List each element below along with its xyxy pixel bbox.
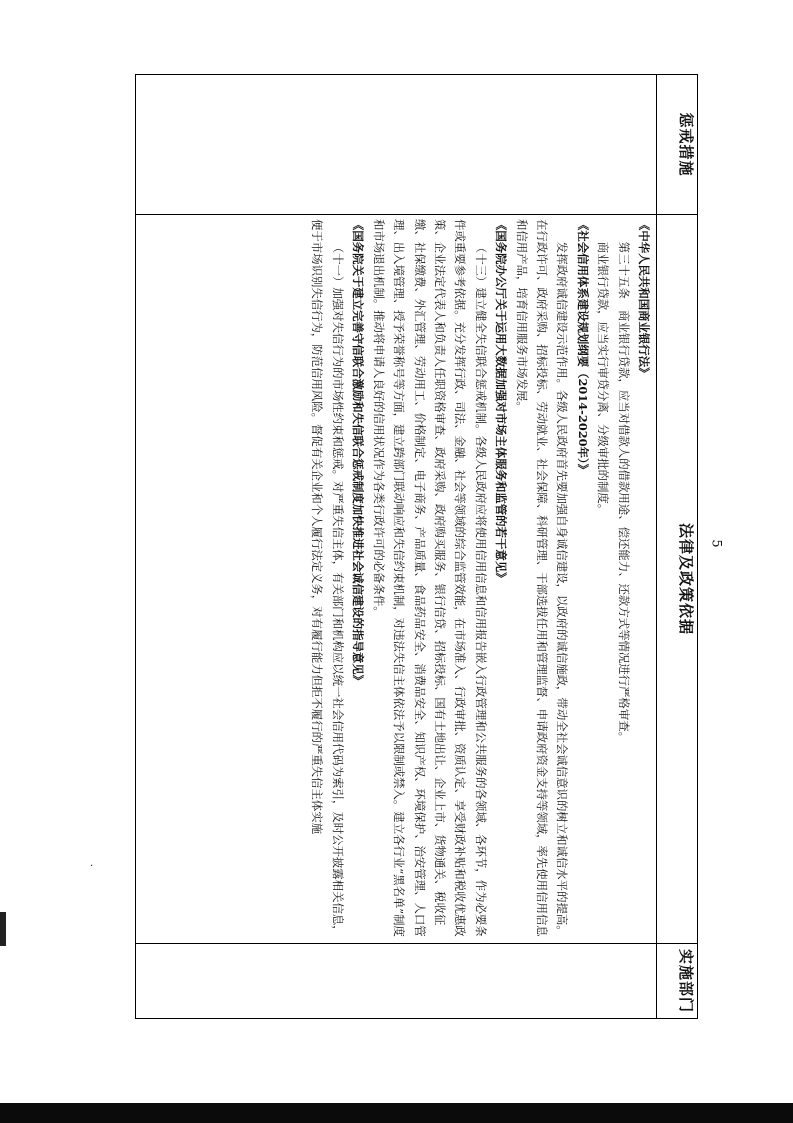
basis-content bbox=[307, 215, 656, 943]
scan-bottom-border bbox=[0, 1103, 793, 1123]
law-paragraph: 第三十五条 商业银行贷款，应当对借款人的借款用途、偿还能力、还款方式等情况进行严格审查。 bbox=[616, 241, 631, 743]
law-title: 《社会信用体系建设规划纲要（2014-2020年）》 bbox=[575, 219, 590, 476]
law-title: 《国务院办公厅关于运用大数据加强对市场主体服务和监管的若干意见》 bbox=[494, 219, 509, 584]
law-title: 《国务院关于建立完善守信联合激励和失信联合惩戒制度加快推进社会诚信建设的指导意见》 bbox=[351, 219, 366, 687]
table-body-row bbox=[136, 75, 657, 1019]
measure-cell bbox=[136, 75, 657, 215]
law-paragraph: （十三）建立健全失信联合惩戒机制。各级人民政府应将使用信用信息和信用报告嵌入行政管理和公共服务的各领域、各环节，作为必要条件或重要参考依据。充分发挥行政、司法、金融、社会等领域的综合监管效能，在市场准入、行政审批、资质认定、享受财政补贴和税收优惠政策、企业法定代表人和负责人任职资格审查、政府采购、政府购买服务、银行信贷、招标投标、国有土地出让、企业上市、货物通关、税收征缴、社保缴费、外汇管理、劳动用工、价格制定、电子商务、产品质量、食品药品安全、消费品安全、知识产权、环境保护、治安管理、人口管理、出入境管理、授予荣誉称号等方面，建立跨部门联动响应和失信约束机制，对违法失信主体依法予以限制或禁入。建立各行业“黑名单”制度和市场退出机制。推动将申请人良好的信用状况作为各类行政许可的必备条件。 bbox=[371, 219, 488, 937]
law-paragraph: 商业银行贷款，应当实行审贷分离、分级审批的制度。 bbox=[596, 241, 611, 516]
header-department: 实施部门 bbox=[657, 944, 698, 1019]
basis-cell bbox=[136, 215, 657, 944]
policy-table bbox=[135, 74, 698, 1019]
law-paragraph: （十一）加强对失信行为的市场性约束和惩戒。对严重失信主体，有关部门和机构应以统一社会信用代码为索引，及时公开披露相关信息，便于市场识别失信行为，防范信用风险。督促有关企业和个人履行法定义务，对有履行能力但拒不履行的严重失信主体实施 bbox=[310, 219, 345, 937]
scan-edge-mark bbox=[0, 912, 6, 946]
stray-dot: . bbox=[90, 858, 94, 869]
law-title: 《中华人民共和国商业银行法》 bbox=[637, 219, 651, 379]
page-number: 5 bbox=[708, 539, 724, 548]
table-header-row bbox=[657, 75, 698, 1019]
rotated-table-frame bbox=[135, 74, 698, 1018]
law-paragraph: 发挥政府诚信建设示范作用。各级人民政府首先要加强自身诚信建设，以政府的诚信施政，带动全社会诚信意识的树立和诚信水平的提高。在行政许可、政府采购、招标投标、劳动就业、社会保障、科研管理、干部选拔任用和管理监督、申请政府资金支持等领域，率先使用信用信息和信用产品，培育信用服务市场发展。 bbox=[514, 219, 570, 937]
header-basis: 法律及政策依据 bbox=[657, 215, 698, 944]
header-measure: 惩戒措施 bbox=[657, 75, 698, 215]
table-rotator bbox=[135, 74, 698, 1018]
department-cell bbox=[136, 944, 657, 1019]
